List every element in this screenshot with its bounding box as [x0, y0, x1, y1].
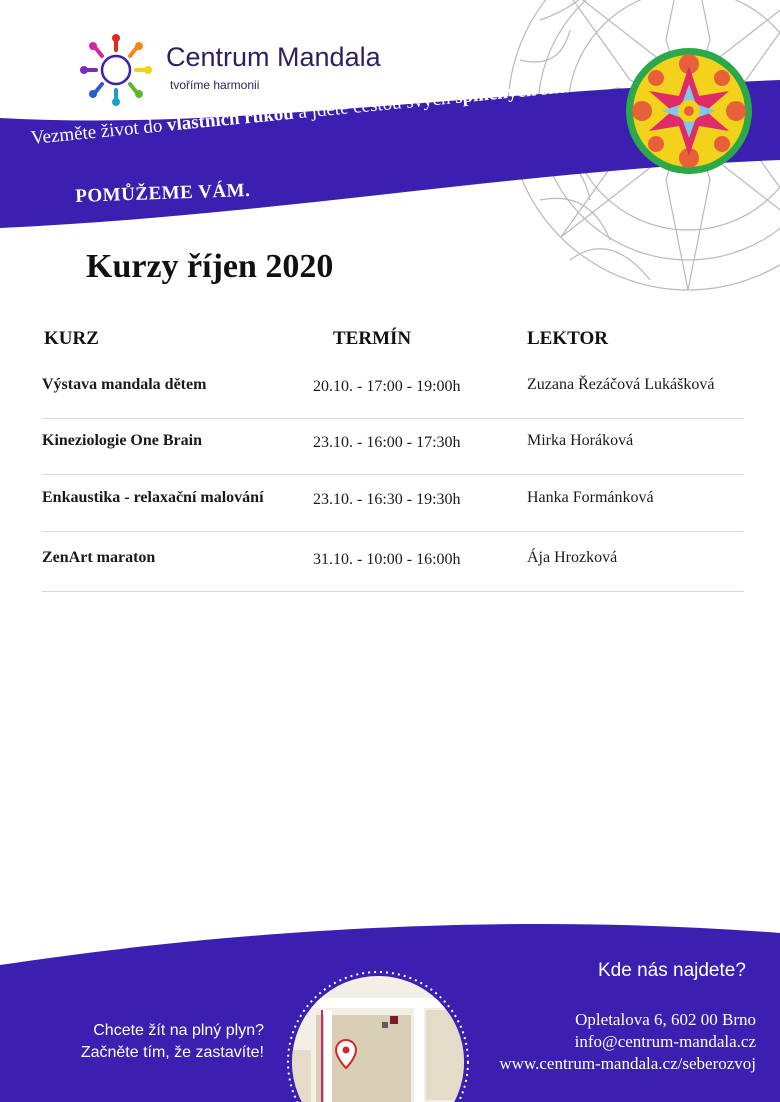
email-link[interactable]: info@centrum-mandala.cz: [574, 1032, 756, 1051]
table-row: [42, 473, 744, 532]
colored-mandala-icon: [624, 46, 754, 176]
course-date: 23.10. - 16:30 - 19:30h: [313, 491, 461, 508]
course-lector: Hanka Formánková: [527, 489, 654, 506]
course-lector: Ája Hrozková: [527, 549, 618, 566]
footer-tagline-1: Chcete žít na plný plyn?: [93, 1022, 264, 1039]
table-row: [42, 416, 744, 475]
page-title: Kurzy říjen 2020: [86, 248, 334, 285]
course-lector: Mirka Horáková: [527, 432, 634, 449]
where-to-find-us-title: Kde nás najdete?: [598, 960, 746, 981]
mandala-logo-icon: [80, 34, 152, 106]
footer-tagline-2: Začněte tím, že zastavíte!: [80, 1044, 264, 1061]
course-date: 20.10. - 17:00 - 19:00h: [313, 378, 461, 395]
slogan-line-2: POMŮŽEME VÁM.: [75, 179, 251, 207]
website-link[interactable]: www.centrum-mandala.cz/seberozvoj: [499, 1054, 756, 1073]
table-row: [42, 360, 744, 419]
brand-tagline: tvoříme harmonii: [170, 78, 260, 92]
course-date: 31.10. - 10:00 - 16:00h: [313, 551, 461, 568]
course-date: 23.10. - 16:00 - 17:30h: [313, 434, 461, 451]
column-header-date: TERMÍN: [333, 328, 412, 349]
column-header-lector: LEKTOR: [527, 328, 608, 349]
address: Opletalova 6, 602 00 Brno: [575, 1010, 756, 1029]
course-name: Výstava mandala dětem: [42, 376, 207, 393]
course-name: Kineziologie One Brain: [42, 432, 202, 449]
table-row: [42, 533, 744, 592]
course-lector: Zuzana Řezáčová Lukášková: [527, 376, 715, 393]
slogan-part: .: [567, 75, 575, 98]
slogan-emphasis: splněných snů: [453, 76, 570, 109]
course-name: Enkaustika - relaxační malování: [42, 489, 264, 506]
column-header-course: KURZ: [44, 328, 99, 349]
slogan-part: Vezměte život do: [30, 114, 169, 149]
brand-name: Centrum Mandala: [166, 42, 381, 72]
slogan-part: a jděte cestou svých: [292, 87, 456, 124]
slogan-emphasis: vlastních rukou: [166, 102, 295, 136]
course-name: ZenArt maraton: [42, 549, 156, 566]
location-map[interactable]: [286, 970, 470, 1102]
